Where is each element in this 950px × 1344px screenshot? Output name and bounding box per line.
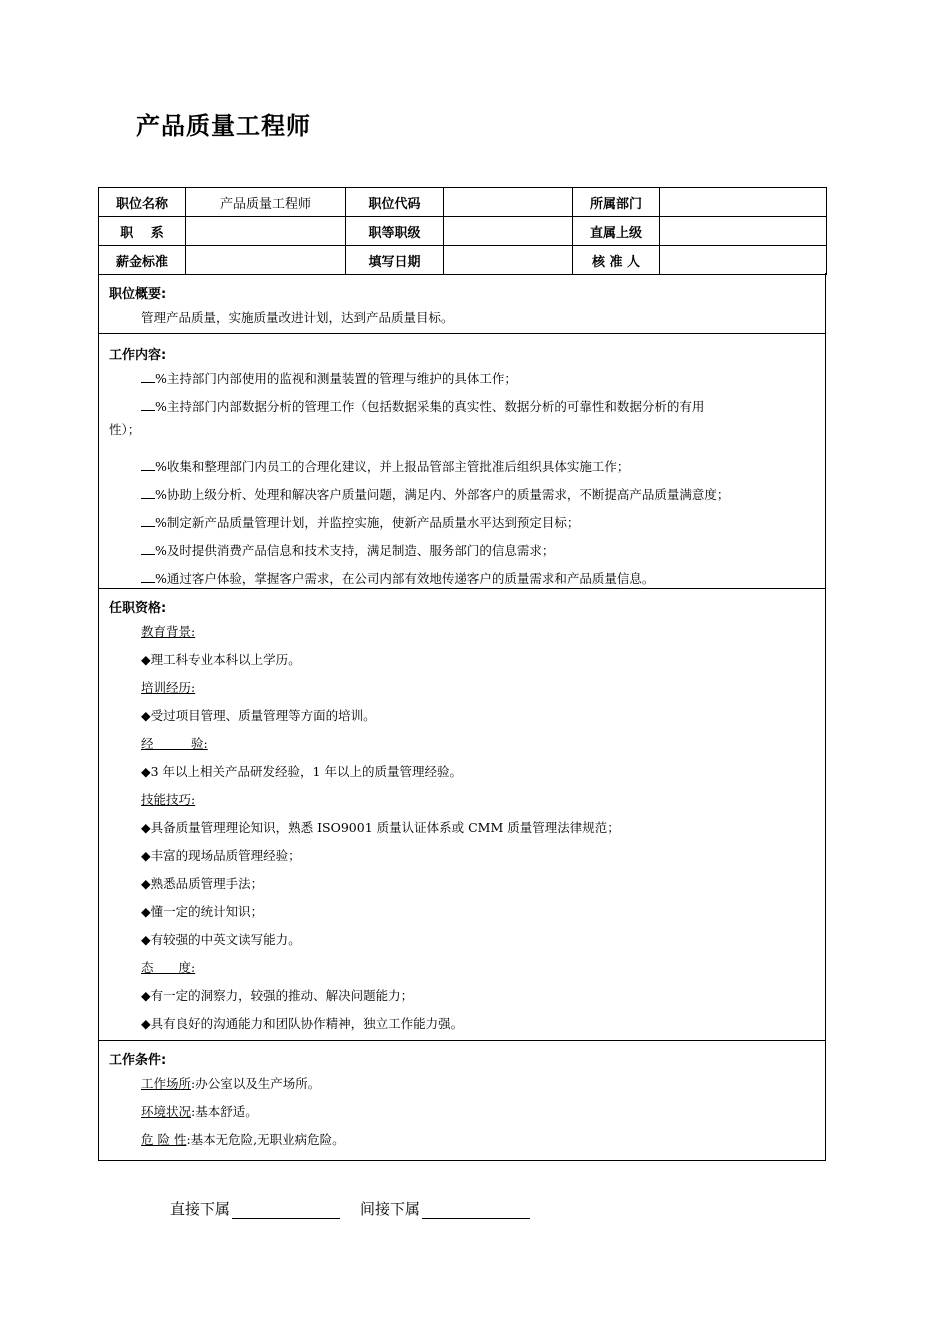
work-item-text: %制定新产品质量管理计划，并监控实施，使新产品质量水平达到预定目标； bbox=[155, 515, 580, 530]
header-value-cell[interactable] bbox=[186, 217, 346, 246]
header-label-cell: 薪金标准 bbox=[99, 246, 186, 275]
overview-heading: 职位概要: bbox=[109, 287, 167, 302]
percentage-blank[interactable] bbox=[141, 458, 155, 471]
header-label-cell: 填写日期 bbox=[346, 246, 444, 275]
header-row bbox=[99, 188, 827, 217]
qualifications-heading: 任职资格: bbox=[109, 601, 167, 616]
experience-label: 经 验: bbox=[141, 736, 208, 751]
work-item bbox=[141, 370, 517, 387]
skill-item: ◆熟悉品质管理手法； bbox=[141, 876, 264, 891]
place-value: :办公室以及生产场所。 bbox=[191, 1076, 321, 1091]
header-table bbox=[98, 187, 827, 275]
header-row bbox=[99, 217, 827, 246]
work-continuation: 性）； bbox=[109, 422, 141, 437]
conditions-section bbox=[98, 1040, 826, 1161]
attitude-item: ◆具有良好的沟通能力和团队协作精神，独立工作能力强。 bbox=[141, 1016, 464, 1031]
skills-label: 技能技巧: bbox=[141, 792, 196, 807]
work-item-text: %收集和整理部门内员工的合理化建议，并上报品管部主管批准后组织具体实施工作； bbox=[155, 459, 630, 474]
work-item-text: %主持部门内部数据分析的管理工作（包括数据采集的真实性、数据分析的可靠性和数据分析的有用 bbox=[155, 399, 705, 414]
qualifications-section bbox=[98, 588, 826, 1041]
header-value-cell[interactable] bbox=[660, 188, 827, 217]
percentage-blank[interactable] bbox=[141, 370, 155, 383]
danger-label: 危 险 性 bbox=[141, 1132, 187, 1147]
skill-item: ◆丰富的现场品质管理经验； bbox=[141, 848, 301, 863]
experience-text: ◆3 年以上相关产品研发经验，1 年以上的质量管理经验。 bbox=[141, 764, 462, 779]
danger-row bbox=[141, 1132, 345, 1148]
work-item bbox=[141, 570, 654, 587]
skill-item: ◆有较强的中英文读写能力。 bbox=[141, 932, 301, 947]
work-item bbox=[141, 542, 554, 559]
overview-section bbox=[98, 273, 826, 334]
header-label-cell: 直属上级 bbox=[573, 217, 660, 246]
place-row bbox=[141, 1076, 320, 1092]
percentage-blank[interactable] bbox=[141, 486, 155, 499]
header-value-cell[interactable] bbox=[444, 188, 573, 217]
work-item-text: %通过客户体验，掌握客户需求，在公司内部有效地传递客户的质量需求和产品质量信息。 bbox=[155, 571, 655, 586]
header-value-cell[interactable] bbox=[186, 246, 346, 275]
training-label: 培训经历: bbox=[141, 680, 196, 695]
education-text: ◆理工科专业本科以上学历。 bbox=[141, 652, 301, 667]
direct-subordinate bbox=[170, 1198, 340, 1219]
page-title: 产品质量工程师 bbox=[136, 112, 311, 140]
header-row bbox=[99, 246, 827, 275]
header-label-cell: 所属部门 bbox=[573, 188, 660, 217]
percentage-blank[interactable] bbox=[141, 570, 155, 583]
attitude-item: ◆有一定的洞察力，较强的推动、解决问题能力； bbox=[141, 988, 414, 1003]
work-item bbox=[141, 514, 579, 531]
percentage-blank[interactable] bbox=[141, 514, 155, 527]
indirect-subordinate-label: 间接下属 bbox=[360, 1200, 421, 1218]
work-section bbox=[98, 334, 826, 589]
env-label: 环境状况 bbox=[141, 1104, 192, 1119]
indirect-subordinate-field[interactable] bbox=[422, 1202, 530, 1219]
attitude-label: 态 度: bbox=[141, 960, 196, 975]
header-value-cell[interactable]: 产品质量工程师 bbox=[186, 188, 346, 217]
work-item-text: %主持部门内部使用的监视和测量装置的管理与维护的具体工作； bbox=[155, 371, 517, 386]
indirect-subordinate bbox=[360, 1198, 530, 1219]
work-item-text: %协助上级分析、处理和解决客户质量问题，满足内、外部客户的质量需求，不断提高产品质量满意度； bbox=[155, 487, 730, 502]
env-value: :基本舒适。 bbox=[191, 1104, 258, 1119]
conditions-heading: 工作条件: bbox=[109, 1053, 167, 1068]
header-value-cell[interactable] bbox=[444, 246, 573, 275]
header-value-cell[interactable] bbox=[660, 246, 827, 275]
skill-item: ◆具备质量管理理论知识，熟悉 ISO9001 质量认证体系或 CMM 质量管理法律规范； bbox=[141, 820, 620, 835]
percentage-blank[interactable] bbox=[141, 398, 155, 411]
danger-value: :基本无危险,无职业病危险。 bbox=[186, 1132, 345, 1147]
header-label-cell: 核 准 人 bbox=[573, 246, 660, 275]
place-label: 工作场所 bbox=[141, 1076, 192, 1091]
header-label-cell: 职 系 bbox=[99, 217, 186, 246]
overview-text: 管理产品质量，实施质量改进计划，达到产品质量目标。 bbox=[141, 310, 454, 325]
env-row bbox=[141, 1104, 258, 1120]
work-item-text: %及时提供消费产品信息和技术支持，满足制造、服务部门的信息需求； bbox=[155, 543, 555, 558]
header-value-cell[interactable] bbox=[444, 217, 573, 246]
skill-item: ◆懂一定的统计知识； bbox=[141, 904, 264, 919]
header-label-cell: 职位代码 bbox=[346, 188, 444, 217]
work-item bbox=[141, 486, 729, 503]
training-text: ◆受过项目管理、质量管理等方面的培训。 bbox=[141, 708, 376, 723]
header-label-cell: 职等职级 bbox=[346, 217, 444, 246]
header-label-cell: 职位名称 bbox=[99, 188, 186, 217]
work-item bbox=[141, 458, 629, 475]
direct-subordinate-label: 直接下属 bbox=[170, 1200, 231, 1218]
header-value-cell[interactable] bbox=[660, 217, 827, 246]
work-heading: 工作内容: bbox=[109, 348, 167, 363]
education-label: 教育背景: bbox=[141, 624, 196, 639]
direct-subordinate-field[interactable] bbox=[232, 1202, 340, 1219]
work-item bbox=[141, 398, 704, 415]
percentage-blank[interactable] bbox=[141, 542, 155, 555]
